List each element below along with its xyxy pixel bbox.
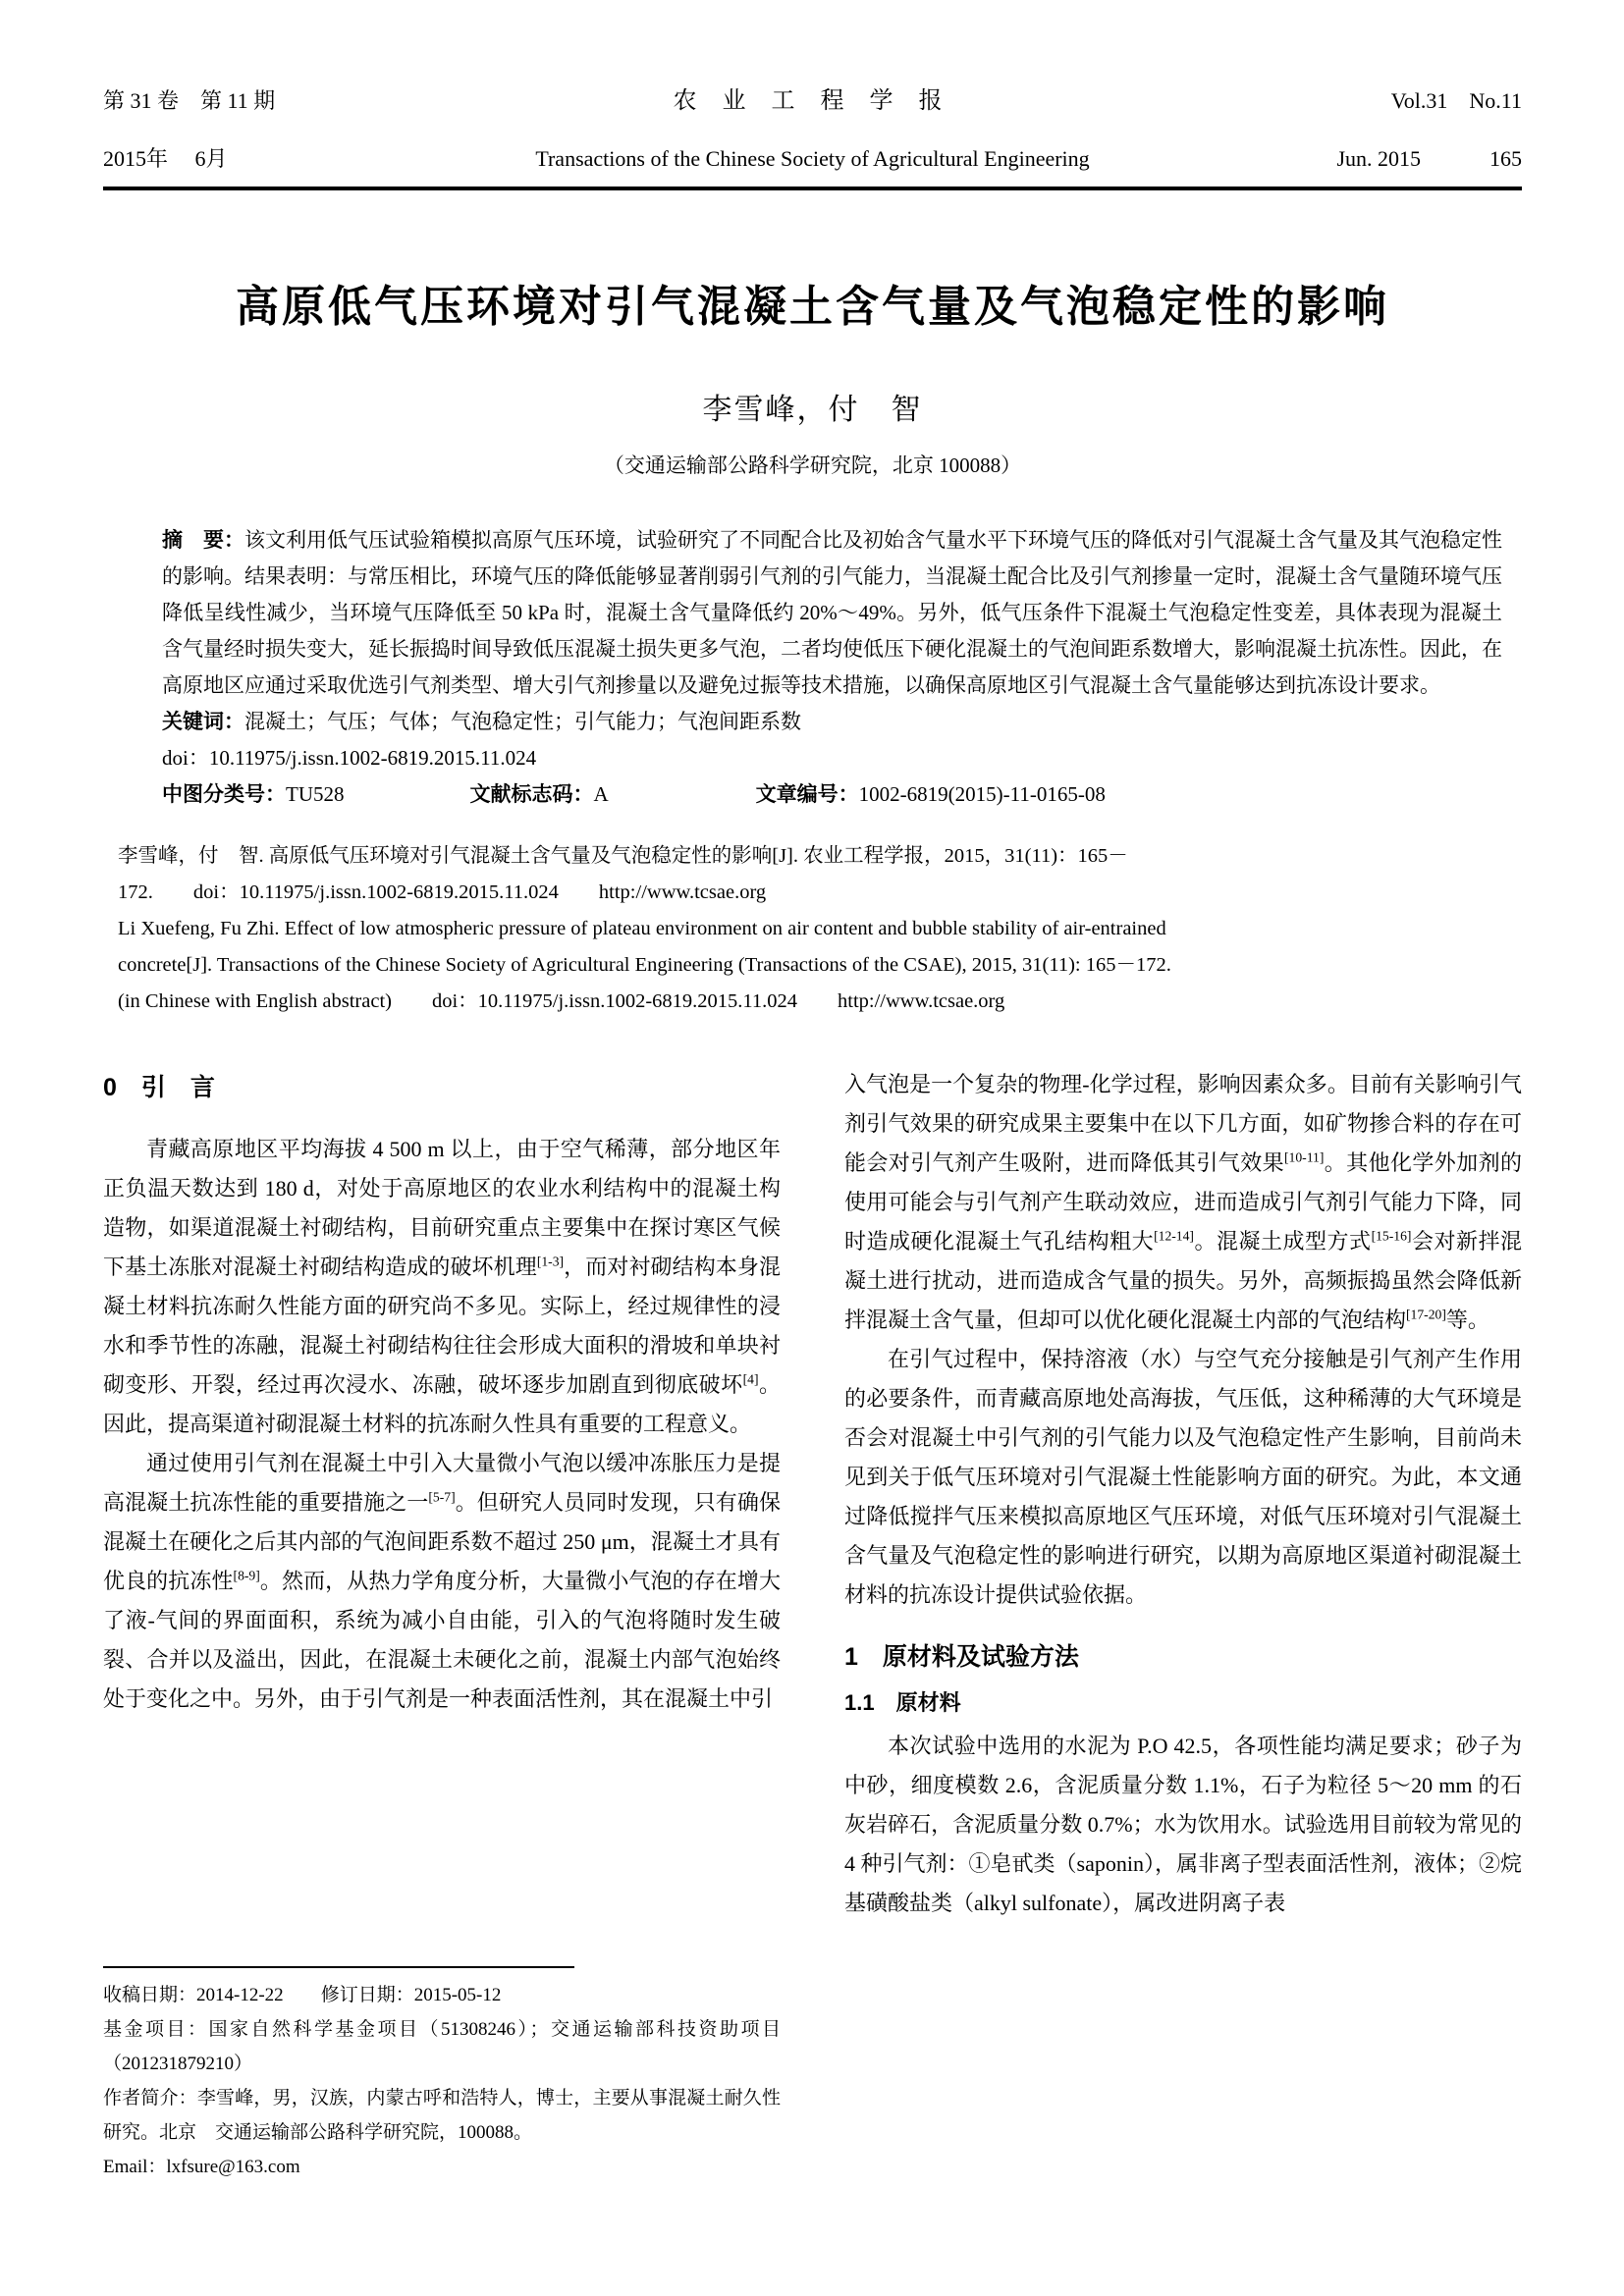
received-date: 2014-12-22 (196, 1985, 284, 2005)
journal-name-cn: 农 业 工 程 学 报 (673, 88, 952, 114)
received-label: 收稿日期： (103, 1985, 197, 2005)
citation-en-line2: concrete[J]. Transactions of the Chinese Society of Agricultural Engineering (Transactions of the CSAE), 2015, 31(11): 165－172. (118, 954, 1171, 976)
abstract-label: 摘 要： (162, 529, 244, 552)
citation-en-line1: Li Xuefeng, Fu Zhi. Effect of low atmospheric pressure of plateau environment on air content and bubble stability of air-entrained (118, 918, 1166, 939)
citation-block (118, 838, 1522, 1020)
abstract-text: 该文利用低气压试验箱模拟高原气压环境，试验研究了不同配合比及初始含气量水平下环境气压的降低对引气混凝土含气量及其气泡稳定性的影响。结果表明：与常压相比，环境气压的降低能够显著削弱引气剂的引气能力，当混凝土配合比及引气剂掺量一定时，混凝土含气量随环境气压降低呈线性减少，当环境气压降低至 50 kPa 时，混凝土含气量降低约 20%～49%。另外，低气压条件下混凝土气泡稳定性变差，具体表现为混凝土含气量经时损失变大，延长振捣时间导致低压混凝土损失更多气泡，二者均使低压下硬化混凝土的气泡间距系数增大，影响混凝土抗冻性。因此，在高原地区应通过采取优选引气剂类型、增大引气剂掺量以及避免过振等技术措施，以确保高原地区引气混凝土含气量能够达到抗冻设计要求。 (162, 528, 1502, 697)
footnote (103, 1966, 781, 2184)
continuation-paragraph: 入气泡是一个复杂的物理-化学过程，影响因素众多。目前有关影响引气剂引气效果的研究成果主要集中在以下几方面，如矿物掺合料的存在可能会对引气剂产生吸附，进而降低其引气效果[10-11]。其他化学外加剂的使用可能会与引气剂产生联动效应，进而造成引气剂引气能力下降，同时造成硬化混凝土气孔结构粗大[12-14]。混凝土成型方式[15-16]会对新拌混凝土进行扰动，进而造成含气量的损失。另外，高频振捣虽然会降低新拌混凝土含气量，但却可以优化硬化混凝土内部的气泡结构[17-20]等。 (844, 1072, 1522, 1332)
abstract (162, 522, 1502, 704)
bio-label: 作者简介： (103, 2088, 197, 2109)
section-0-paragraph-2: 通过使用引气剂在混凝土中引入大量微小气泡以缓冲冻胀压力是提高混凝土抗冻性能的重要措施之一[5-7]。但研究人员同时发现，只有确保混凝土在硬化之后其内部的气泡间距系数不超过 250 μm，混凝土才具有优良的抗冻性[8-9]。然而，从热力学角度分析，大量微小气泡的存在增大了液-气间的界面面积，系统为减小自由能，引入的气泡将随时发生破裂、合并以及溢出，因此，在混凝土未硬化之前，混凝土内部气泡始终处于变化之中。另外，由于引气剂是一种表面活性剂，其在混凝土中引 (103, 1451, 781, 1711)
footnote-rule (103, 1966, 574, 1968)
email-value: lxfsure@163.com (166, 2157, 300, 2177)
fund-value: 国家自然科学基金项目（51308246）；交通运输部科技资助项目（201231879210） (103, 2019, 781, 2074)
introduction-paragraph-3: 在引气过程中，保持溶液（水）与空气充分接触是引气剂产生作用的必要条件，而青藏高原地处高海拔，气压低，这种稀薄的大气环境是否会对混凝土中引气剂的引气能力以及气泡稳定性产生影响，目前尚未见到关于低气压环境对引气混凝土性能影响方面的研究。为此，本文通过降低搅拌气压来模拟高原地区气压环境，对低气压环境对引气混凝土含气量及气泡稳定性的影响进行研究，以期为高原地区渠道衬砌混凝土材料的抗冻设计提供试验依据。 (844, 1347, 1522, 1607)
article-title: 高原低气压环境对引气混凝土含气量及气泡稳定性的影响 (236, 283, 1389, 331)
section-1-heading: 1 原材料及试验方法 (844, 1643, 1079, 1671)
issue-date-cn: 2015年 6月 (103, 146, 228, 171)
affiliation: （交通运输部公路科学研究院，北京 100088） (603, 454, 1022, 477)
bio-value: 李雪峰，男，汉族，内蒙古呼和浩特人，博士，主要从事混凝土耐久性研究。北京 交通运输部公路科学研究院，100088。 (103, 2088, 781, 2143)
doi-line: doi：10.11975/j.issn.1002-6819.2015.11.024 (162, 746, 537, 770)
keywords-label: 关键词： (162, 711, 244, 733)
footnote-bio (103, 2081, 781, 2150)
doccode-value: A (593, 782, 609, 806)
clc-label: 中图分类号： (162, 783, 286, 806)
clc-value: TU528 (286, 782, 345, 806)
doccode-label: 文献标志码： (469, 783, 594, 806)
keywords (162, 704, 1502, 740)
front-matter (162, 522, 1502, 813)
body-columns (103, 1065, 1522, 2184)
citation-cn-line2: 172. doi：10.11975/j.issn.1002-6819.2015.11.024 http://www.tcsae.org (118, 881, 767, 903)
header-rule (103, 187, 1522, 190)
volume-issue-en: Vol.31 No.11 (1390, 88, 1522, 113)
artno-value: 1002-6819(2015)-11-0165-08 (858, 782, 1106, 806)
citation-en-line3: (in Chinese with English abstract) doi：10.11975/j.issn.1002-6819.2015.11.024 http://www.tcsae.org (118, 990, 1005, 1012)
section-0-paragraph-1: 青藏高原地区平均海拔 4 500 m 以上，由于空气稀薄，部分地区年正负温天数达到 180 d，对处于高原地区的农业水利结构中的混凝土构造物，如渠道混凝土衬砌结构，目前研究重点主要集中在探讨寒区气候下基土冻胀对混凝土衬砌结构造成的破坏机理[1-3]，而对衬砌结构本身混凝土材料抗冻耐久性能方面的研究尚不多见。实际上，经过规律性的浸水和季节性的冻融，混凝土衬砌结构往往会形成大面积的滑坡和单块衬砌变形、开裂，经过再次浸水、冻融，破坏逐步加剧直到彻底破坏[4]。因此，提高渠道衬砌混凝土材料的抗冻耐久性具有重要的工程意义。 (103, 1137, 781, 1436)
section-0-heading: 0 引 言 (103, 1074, 215, 1101)
keywords-text: 混凝土；气压；气体；气泡稳定性；引气能力；气泡间距系数 (244, 710, 801, 733)
journal-name-en: Transactions of the Chinese Society of Agricultural Engineering (535, 146, 1090, 171)
footnote-email (103, 2150, 781, 2184)
email-label: Email： (103, 2157, 167, 2177)
issue-date-en: Jun. 2015 (1336, 146, 1421, 171)
fund-label: 基金项目： (103, 2019, 209, 2040)
section-1-1-paragraph-1: 本次试验中选用的水泥为 P.O 42.5，各项性能均满足要求；砂子为中砂，细度模数 2.6，含泥质量分数 1.1%，石子为粒径 5～20 mm 的石灰岩碎石，含泥质量分数 0.7%；水为饮用水。试验选用目前较为常见的 4 种引气剂：①皂甙类（saponin），属非离子型表面活性剂，液体；②烷基磺酸盐类（alkyl sulfonate），属改进阴离子表 (844, 1734, 1522, 1915)
right-column (844, 1065, 1522, 2184)
classification-row (162, 776, 1502, 813)
footnote-fund (103, 2012, 781, 2081)
authors: 李雪峰，付 智 (702, 394, 923, 426)
volume-issue: 第 31 卷 第 11 期 (103, 88, 276, 113)
revised-date: 2015-05-12 (413, 1985, 502, 2005)
section-1-1-heading: 1.1 原材料 (844, 1690, 961, 1715)
journal-header (103, 80, 1522, 190)
citation-cn-line1: 李雪峰，付 智. 高原低气压环境对引气混凝土含气量及气泡稳定性的影响[J]. 农业工程学报，2015，31(11)：165－ (118, 845, 1128, 867)
revised-label: 修订日期： (320, 1985, 414, 2005)
page-number: 165 (1489, 146, 1522, 171)
artno-label: 文章编号： (755, 783, 859, 806)
left-column (103, 1065, 781, 2184)
footnote-dates (103, 1978, 781, 2012)
